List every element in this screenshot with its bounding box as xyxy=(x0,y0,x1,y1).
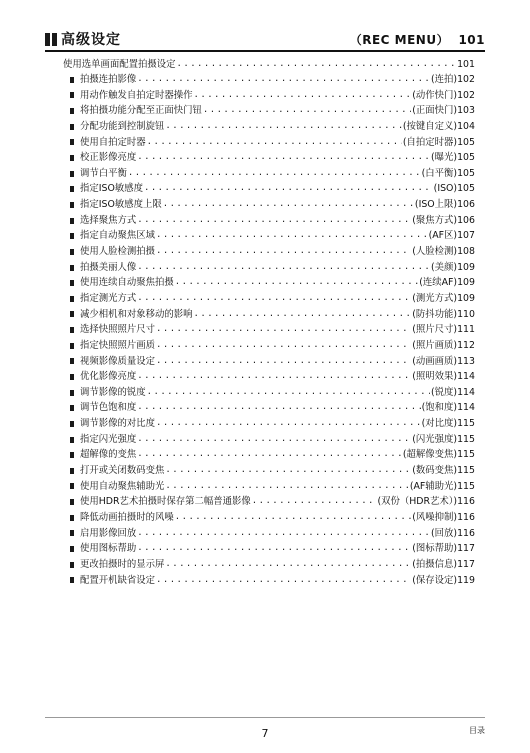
entry-menu-ref: (数码变焦) xyxy=(412,465,458,477)
toc-entry[interactable] xyxy=(70,213,475,229)
entry-menu-ref: (回放) xyxy=(431,527,458,539)
bullet-icon xyxy=(70,139,74,145)
leader-dots xyxy=(137,150,430,166)
bullet-icon xyxy=(70,405,74,411)
entry-label: 使用HDR艺术拍摄时保存第二幅普通影像 xyxy=(80,496,251,508)
entry-page: 102 xyxy=(457,74,475,85)
entry-page: 109 xyxy=(457,261,475,273)
entry-label: 指定快照照片画质 xyxy=(80,339,156,351)
entry-label: 超解像的变焦 xyxy=(80,449,137,461)
entry-menu-ref: (防抖功能) xyxy=(412,308,458,320)
toc-entry[interactable] xyxy=(70,181,475,197)
toc-entry[interactable] xyxy=(70,494,475,510)
toc-entry[interactable] xyxy=(70,275,475,291)
entry-page: 103 xyxy=(457,105,475,117)
entry-page: 112 xyxy=(457,339,475,351)
toc-entry[interactable] xyxy=(70,463,475,479)
entry-menu-ref: (聚焦方式) xyxy=(412,214,458,226)
entry-page: 105 xyxy=(457,183,475,195)
entry-page: 115 xyxy=(457,433,475,445)
entry-page: 105 xyxy=(457,167,475,179)
entry-label: 调节影像的对比度 xyxy=(80,418,156,430)
toc-entry[interactable] xyxy=(70,416,475,432)
bullet-icon xyxy=(70,77,74,83)
toc-entry[interactable] xyxy=(70,260,475,276)
entry-menu-ref: (AF区) xyxy=(428,230,458,242)
entry-menu-ref: (白平衡) xyxy=(421,167,458,179)
entry-menu-ref: (饱和度) xyxy=(421,402,458,414)
toc-entry[interactable] xyxy=(70,150,475,166)
toc-link[interactable]: 目录 xyxy=(469,726,485,735)
bullet-icon xyxy=(70,374,74,380)
bullet-icon xyxy=(70,155,74,161)
bullet-icon xyxy=(70,108,74,114)
leader-dots xyxy=(175,275,418,291)
entry-label: 使用连续自动聚焦拍摄 xyxy=(80,277,174,289)
toc-entry[interactable] xyxy=(70,88,475,104)
bullet-icon xyxy=(70,296,74,302)
leader-dots xyxy=(194,307,412,323)
leader-dots xyxy=(203,103,411,119)
entry-menu-ref: (闪光强度) xyxy=(412,433,458,445)
entry-page: 108 xyxy=(457,246,475,258)
entry-menu-ref: (ISO) xyxy=(433,183,458,195)
entry-page: 106 xyxy=(457,199,475,211)
header-divider xyxy=(45,50,485,52)
toc-entry[interactable] xyxy=(70,573,475,589)
toc-entry[interactable] xyxy=(70,228,475,244)
entry-menu-ref: (锐度) xyxy=(431,386,458,398)
bullet-icon xyxy=(70,171,74,177)
entry-label: 选择快照照片尺寸 xyxy=(80,324,156,336)
entry-page: 105 xyxy=(457,136,475,148)
bullet-icon xyxy=(70,233,74,239)
leader-dots xyxy=(128,166,421,182)
entry-label: 指定测光方式 xyxy=(80,292,137,304)
entry-label: 更改拍摄时的显示屏 xyxy=(80,558,165,570)
toc-entry[interactable] xyxy=(70,432,475,448)
entry-page: 113 xyxy=(457,355,475,367)
entry-page: 106 xyxy=(457,214,475,226)
section-title: 高级设定 xyxy=(61,32,121,48)
toc-entry[interactable] xyxy=(70,103,475,119)
toc-entry[interactable] xyxy=(70,338,475,354)
bullet-icon xyxy=(70,358,74,364)
entry-label: 调节色饱和度 xyxy=(80,402,137,414)
entry-page: 115 xyxy=(457,465,475,477)
entry-menu-ref: (曝光) xyxy=(431,152,458,164)
entry-menu-ref: (动画画质) xyxy=(412,355,458,367)
leader-dots xyxy=(175,510,412,526)
leader-dots xyxy=(177,57,457,72)
toc-entry[interactable] xyxy=(70,244,475,260)
bullet-icon xyxy=(70,249,74,255)
entry-menu-ref: (正面快门) xyxy=(412,105,458,117)
leader-dots xyxy=(165,463,411,479)
intro-page: 101 xyxy=(457,59,475,70)
entry-menu-ref: (连拍) xyxy=(431,74,458,85)
bullet-icon xyxy=(70,530,74,536)
entry-menu-ref: (超解像变焦) xyxy=(402,449,458,461)
bullet-icon xyxy=(70,546,74,552)
entry-menu-ref: (拍摄信息) xyxy=(412,558,458,570)
entry-menu-ref: (对比度) xyxy=(421,418,458,430)
leader-dots xyxy=(137,447,402,463)
entry-menu-ref: (按键自定义) xyxy=(402,120,458,132)
bullet-icon xyxy=(70,468,74,474)
entry-page: 117 xyxy=(457,543,475,555)
entry-page: 109 xyxy=(457,277,475,289)
entry-label: 优化影像亮度 xyxy=(80,371,137,383)
leader-dots xyxy=(165,119,402,135)
toc-entry[interactable] xyxy=(70,322,475,338)
entry-page: 115 xyxy=(457,449,475,461)
leader-dots xyxy=(144,181,433,197)
entry-label: 使用人脸检测拍摄 xyxy=(80,246,156,258)
footer-divider xyxy=(45,717,485,718)
toc-entry[interactable] xyxy=(70,72,475,88)
entry-label: 指定闪光强度 xyxy=(80,433,137,445)
leader-dots xyxy=(156,228,428,244)
toc-entry[interactable] xyxy=(70,541,475,557)
entry-label: 使用自动聚焦辅助光 xyxy=(80,480,165,492)
leader-dots xyxy=(156,244,411,260)
entry-label: 指定ISO敏感度 xyxy=(80,183,143,195)
toc-entry[interactable] xyxy=(70,447,475,463)
entry-label: 启用影像回放 xyxy=(80,527,137,539)
leader-dots xyxy=(137,526,430,542)
bullet-icon xyxy=(70,390,74,396)
entry-page: 114 xyxy=(457,386,475,398)
entry-menu-ref: (测光方式) xyxy=(412,292,458,304)
entry-page: 114 xyxy=(457,371,475,383)
toc-entry[interactable] xyxy=(70,291,475,307)
toc-entry[interactable] xyxy=(70,166,475,182)
entry-menu-ref: (ISO上限) xyxy=(414,199,458,211)
bullet-icon xyxy=(70,124,74,130)
entry-label: 调节影像的锐度 xyxy=(80,386,146,398)
entry-label: 将拍摄功能分配至正面快门钮 xyxy=(80,105,202,117)
entry-label: 打开或关闭数码变焦 xyxy=(80,465,165,477)
entry-page: 104 xyxy=(457,120,475,132)
entry-menu-ref: (连续AF) xyxy=(419,277,458,289)
leader-dots xyxy=(156,354,411,370)
entry-menu-ref: (照明效果) xyxy=(412,371,458,383)
toc-entry[interactable] xyxy=(70,197,475,213)
section-marker-icon xyxy=(45,33,57,46)
entry-menu-ref: (AF辅助光) xyxy=(409,480,458,492)
bullet-icon xyxy=(70,437,74,443)
entry-label: 视频影像质量设定 xyxy=(80,355,156,367)
toc-entry[interactable] xyxy=(70,557,475,573)
entry-menu-ref: (保存设定) xyxy=(412,574,458,586)
entry-label: 指定自动聚焦区域 xyxy=(80,230,156,242)
entry-menu-ref: (双份（HDR艺术）) xyxy=(377,496,458,508)
entry-page: 105 xyxy=(457,152,475,164)
entry-label: 使用自拍定时器 xyxy=(80,136,146,148)
entry-page: 107 xyxy=(457,230,475,242)
leader-dots xyxy=(156,322,411,338)
leader-dots xyxy=(147,135,402,151)
leader-dots xyxy=(137,213,411,229)
bullet-icon xyxy=(70,452,74,458)
entry-menu-ref: (人脸检测) xyxy=(412,246,458,258)
bullet-icon xyxy=(70,577,74,583)
entry-label: 校正影像亮度 xyxy=(80,152,137,164)
leader-dots xyxy=(156,573,411,589)
entry-menu-ref: (照片画质) xyxy=(412,339,458,351)
entry-label: 拍摄美丽人像 xyxy=(80,261,137,273)
entry-label: 使用图标帮助 xyxy=(80,543,137,555)
page-header xyxy=(45,30,485,50)
leader-dots xyxy=(194,88,412,104)
toc-entry[interactable] xyxy=(70,479,475,495)
intro-entry[interactable] xyxy=(63,57,475,72)
entry-label: 配置开机缺省设定 xyxy=(80,574,156,586)
toc-entry[interactable] xyxy=(70,510,475,526)
toc-entry[interactable] xyxy=(70,135,475,151)
entry-label: 选择聚焦方式 xyxy=(80,214,137,226)
entry-menu-ref: (照片尺寸) xyxy=(412,324,458,336)
toc-entry[interactable] xyxy=(70,400,475,416)
entry-page: 116 xyxy=(457,527,475,539)
leader-dots xyxy=(137,260,430,276)
bullet-icon xyxy=(70,218,74,224)
entry-menu-ref: (动作快门) xyxy=(412,89,458,101)
entry-page: 110 xyxy=(457,308,475,320)
leader-dots xyxy=(163,197,414,213)
intro-label: 使用选单画面配置拍摄设定 xyxy=(63,59,176,70)
entry-page: 119 xyxy=(457,574,475,586)
leader-dots xyxy=(137,72,430,88)
bullet-icon xyxy=(70,343,74,349)
bullet-icon xyxy=(70,92,74,98)
entry-page: 102 xyxy=(457,89,475,101)
bullet-icon xyxy=(70,483,74,489)
bullet-icon xyxy=(70,421,74,427)
leader-dots xyxy=(165,479,408,495)
entry-label: 指定ISO敏感度上限 xyxy=(80,199,162,211)
toc-entry[interactable] xyxy=(70,307,475,323)
entry-page: 115 xyxy=(457,480,475,492)
bullet-icon xyxy=(70,327,74,333)
entry-label: 拍摄连拍影像 xyxy=(80,74,137,85)
entry-menu-ref: (美颜) xyxy=(431,261,458,273)
bullet-icon xyxy=(70,202,74,208)
entry-menu-ref: (图标帮助) xyxy=(412,543,458,555)
entry-menu-ref: (自拍定时器) xyxy=(402,136,458,148)
entry-menu-ref: (风噪抑制) xyxy=(412,511,458,523)
bullet-icon xyxy=(70,311,74,317)
entry-page: 109 xyxy=(457,292,475,304)
entry-label: 减少相机和对象移动的影响 xyxy=(80,308,193,320)
bullet-icon xyxy=(70,280,74,286)
leader-dots xyxy=(156,338,411,354)
leader-dots xyxy=(137,291,411,307)
toc-entry[interactable] xyxy=(70,119,475,135)
entry-page: 111 xyxy=(457,324,475,336)
section-reference: （REC MENU） 101 xyxy=(349,33,485,47)
bullet-icon xyxy=(70,499,74,505)
leader-dots xyxy=(137,541,411,557)
bullet-icon xyxy=(70,186,74,192)
leader-dots xyxy=(156,416,421,432)
toc-entry[interactable] xyxy=(70,369,475,385)
entry-label: 降低动画拍摄时的风噪 xyxy=(80,511,174,523)
toc-entry-list xyxy=(70,72,475,588)
toc-entry[interactable] xyxy=(70,354,475,370)
leader-dots xyxy=(165,557,411,573)
entry-page: 114 xyxy=(457,402,475,414)
entry-page: 116 xyxy=(457,496,475,508)
entry-label: 分配功能到控制旋钮 xyxy=(80,120,165,132)
page-number: 7 xyxy=(261,727,269,740)
leader-dots xyxy=(137,400,420,416)
entry-label: 用动作触发自拍定时器操作 xyxy=(80,89,193,101)
toc-entry[interactable] xyxy=(70,385,475,401)
leader-dots xyxy=(252,494,377,510)
entry-label: 调节白平衡 xyxy=(80,167,127,179)
leader-dots xyxy=(137,369,411,385)
leader-dots xyxy=(147,385,430,401)
bullet-icon xyxy=(70,562,74,568)
entry-page: 117 xyxy=(457,558,475,570)
entry-page: 116 xyxy=(457,511,475,523)
toc-entry[interactable] xyxy=(70,526,475,542)
entry-page: 115 xyxy=(457,418,475,430)
bullet-icon xyxy=(70,265,74,271)
bullet-icon xyxy=(70,515,74,521)
leader-dots xyxy=(137,432,411,448)
